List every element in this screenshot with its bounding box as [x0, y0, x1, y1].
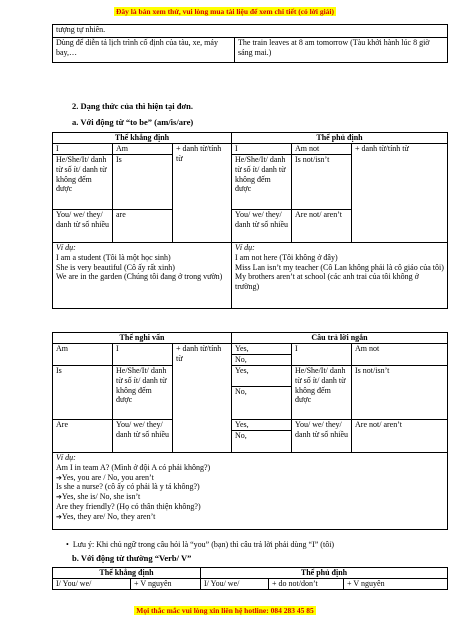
section-b-heading: b. Với động từ thường “Verb/ V”: [72, 553, 192, 563]
subject-you-we-they: You/ we/ they/ danh từ số nhiều: [53, 210, 113, 243]
answer-yes: Yes,: [232, 420, 292, 431]
verb-base-form: + V nguyên: [131, 578, 201, 589]
do-not: + do not/don’t: [269, 578, 344, 589]
verb-affirmative-header: Thể khẳng định: [53, 568, 201, 579]
section-2-heading: 2. Dạng thức của thì hiện tại đơn.: [72, 101, 194, 111]
usage-row-1: tượng tự nhiên.: [53, 25, 448, 38]
negative-header: Thể phủ định: [232, 133, 448, 144]
example-line: Miss Lan isn’t my teacher (Cô Lan không phải là cô giáo của tôi): [235, 262, 444, 272]
neg-subject-i: I: [232, 144, 292, 155]
q-subject-you-we-they: You/ we/ they/ danh từ số nhiều: [113, 420, 173, 453]
subject-i: I: [53, 144, 113, 155]
example-answer-text: Yes, you are / No, you aren’t: [61, 472, 154, 482]
example-question: Are they friendly? (Họ có thân thiện không?): [56, 501, 201, 511]
answer-yes: Yes,: [232, 344, 292, 355]
question-examples: [53, 453, 448, 530]
verb-table: [52, 567, 448, 590]
verb-is: Is: [113, 155, 173, 210]
example-question: Am I in team A? (Mình ở đội A có phải không?): [56, 462, 211, 472]
example-line: I am a student (Tôi là một học sinh): [56, 252, 171, 262]
question-table: [52, 332, 448, 530]
header-banner-text: Đây là bản xem thử, vui lòng mua tài liệu để xem chi tiết (có lời giải): [115, 7, 335, 16]
q-subject-i: I: [113, 344, 173, 366]
bullet-icon: •: [66, 540, 73, 549]
note-line: [66, 540, 334, 550]
answer-are-not: Are not/ aren’t: [352, 420, 448, 453]
example-label: Ví dụ:: [56, 453, 76, 462]
example-answer: [56, 512, 444, 522]
example-line: She is very beautiful (Cô ấy rất xinh): [56, 262, 175, 272]
verb-are-not: Are not/ aren’t: [292, 210, 352, 243]
subject-he-she-it: He/She/It/ danh từ số ít/ danh từ không đếm được: [53, 155, 113, 210]
question-header: Thể nghi vấn: [53, 333, 232, 344]
answer-subject-i: I: [292, 344, 352, 366]
negative-examples: [232, 243, 448, 309]
q-verb-am: Am: [53, 344, 113, 366]
header-banner: [0, 7, 450, 16]
answer-am-not: Am not: [352, 344, 448, 366]
q-subject-he-she-it: He/She/It/ danh từ số ít/ danh từ không đếm được: [113, 366, 173, 420]
q-verb-is: Is: [53, 366, 113, 420]
neg-verb-base-form: + V nguyên: [344, 578, 448, 589]
neg-verb-subject: I/ You/ we/: [201, 578, 269, 589]
neg-subject-he-she-it: He/She/It/ danh từ số ít/ danh từ không đếm được: [232, 155, 292, 210]
neg-plus-noun-adj: + danh từ/tính từ: [352, 144, 448, 243]
answer-subject-you-we-they: You/ we/ they/ danh từ số nhiều: [292, 420, 352, 453]
verb-am: Am: [113, 144, 173, 155]
q-plus-noun-adj: + danh từ/tính từ: [173, 344, 232, 453]
to-be-table: [52, 132, 448, 309]
short-answer-header: Câu trả lời ngắn: [232, 333, 448, 344]
example-line: We are in the garden (Chúng tôi đang ở trong vườn): [56, 272, 223, 282]
note-text: Lưu ý: Khi chủ ngữ trong câu hỏi là “you” (bạn) thì câu trả lời phải dùng “I” (tôi): [72, 540, 335, 549]
verb-am-not: Am not: [292, 144, 352, 155]
example-answer-text: Yes, she is/ No, she isn’t: [61, 492, 141, 501]
affirmative-examples: [53, 243, 232, 309]
answer-yes: Yes,: [232, 366, 292, 387]
example-answer-text: Yes, they are/ No, they aren’t: [61, 511, 156, 521]
example-answer: [56, 492, 444, 502]
example-answer: [56, 473, 444, 483]
usage-row-2-left: Dùng để diễn tả lịch trình cố định của tàu, xe, máy bay,…: [53, 38, 235, 63]
section-a-heading: a. Với động từ “to be” (am/is/are): [72, 117, 194, 127]
example-label: Ví dụ:: [56, 243, 76, 252]
example-label: Ví dụ:: [235, 243, 255, 252]
answer-no: No,: [232, 387, 292, 420]
example-line: I am not here (Tôi không ở đây): [235, 252, 338, 262]
footer-banner: [0, 606, 450, 615]
answer-is-not: Is not/isn’t: [352, 366, 448, 420]
footer-banner-text: Mọi thắc mắc vui lòng xin liên hệ hotline: 084 283 45 85: [136, 606, 314, 615]
usage-table: [52, 24, 448, 63]
answer-no: No,: [232, 431, 292, 453]
usage-row-2-right: The train leaves at 8 am tomorrow (Tàu khởi hành lúc 8 giờ sáng mai.): [235, 38, 448, 63]
answer-subject-he-she-it: He/She/It/ danh từ số ít/ danh từ không đếm được: [292, 366, 352, 420]
example-question: Is she a nurse? (cô ấy có phải là y tá không?): [56, 482, 200, 492]
verb-negative-header: Thể phủ định: [201, 568, 448, 579]
example-line: My brothers aren’t at school (các anh trai của tôi không ở trường): [235, 272, 419, 291]
answer-no: No,: [232, 355, 292, 366]
verb-subject: I/ You/ we/: [53, 578, 131, 589]
q-verb-are: Are: [53, 420, 113, 453]
verb-are: are: [113, 210, 173, 243]
verb-is-not: Is not/isn’t: [292, 155, 352, 210]
neg-subject-you-we-they: You/ we/ they/ danh từ số nhiều: [232, 210, 292, 243]
plus-noun-adj: + danh từ/tính từ: [173, 144, 232, 243]
affirmative-header: Thể khẳng định: [53, 133, 232, 144]
